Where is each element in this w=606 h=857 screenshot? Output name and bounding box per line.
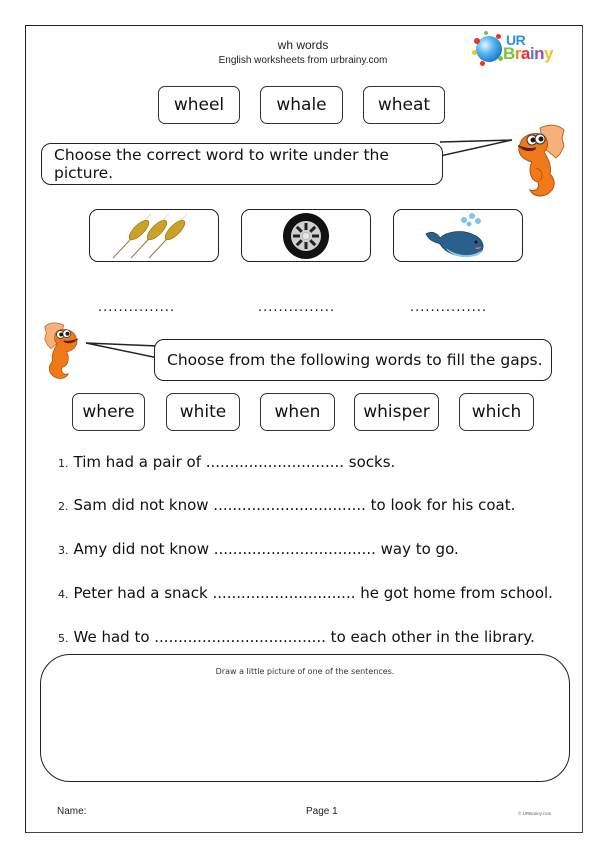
name-label: Name: [57, 806, 87, 817]
logo-ur-text: UR [506, 32, 526, 48]
picture-box-3 [393, 209, 523, 262]
word-card-which: which [459, 393, 534, 431]
instruction-bubble-2 [154, 339, 552, 381]
fish-mascot-icon [510, 122, 566, 200]
sentence-text: Peter had a snack .............................. he got home from school. [73, 584, 553, 602]
sentence-number: 2. [58, 500, 69, 513]
drawing-area-label: Draw a little picture of one of the sentences. [215, 667, 395, 676]
word-card-whale: whale [260, 86, 343, 124]
drawing-area[interactable] [40, 654, 570, 782]
instruction-text-1: Choose the correct word to write under the picture. [54, 146, 389, 182]
sentence-number: 5. [58, 632, 69, 645]
sentence-number: 4. [58, 588, 69, 601]
sentence-text: Tim had a pair of ............................. socks. [73, 453, 396, 471]
sentence-4[interactable] [58, 584, 553, 602]
instruction-bubble-1 [41, 143, 443, 185]
page-number: Page 1 [306, 806, 338, 817]
sentence-text: Amy did not know .................................. way to go. [73, 540, 459, 558]
word-card-wheat: wheat [363, 86, 445, 124]
sentence-number: 3. [58, 544, 69, 557]
speech-bubble-tail [440, 138, 520, 168]
sentence-3[interactable] [58, 540, 459, 558]
whale-icon [422, 212, 494, 260]
sentence-5[interactable] [58, 628, 535, 646]
word-card-where: where [72, 393, 145, 431]
urbrainy-logo [470, 30, 562, 74]
word-card-white: white [166, 393, 240, 431]
worksheet-title: wh words [277, 38, 329, 52]
answer-blank-1[interactable]: ............... [98, 300, 175, 315]
picture-box-1 [89, 209, 219, 262]
sentence-2[interactable] [58, 496, 515, 514]
wheat-icon [109, 212, 199, 260]
answer-blank-3[interactable]: ............... [410, 300, 487, 315]
speech-bubble-tail [84, 338, 164, 368]
word-card-wheel: wheel [158, 86, 240, 124]
worksheet-subtitle: English worksheets from urbrainy.com [218, 55, 388, 66]
instruction-text-2: Choose from the following words to fill the gaps. [167, 351, 543, 369]
sentence-number: 1. [58, 457, 69, 470]
logo-brainy-text: Brainy [503, 44, 553, 63]
fish-mascot-icon [40, 320, 84, 382]
wheel-icon [282, 212, 330, 260]
sentence-1[interactable] [58, 453, 395, 471]
answer-blank-2[interactable]: ............... [258, 300, 335, 315]
sentence-text: We had to .................................... to each other in the library. [73, 628, 535, 646]
sentence-text: Sam did not know ................................ to look for his coat. [73, 496, 516, 514]
word-card-when: when [260, 393, 335, 431]
picture-box-2 [241, 209, 371, 262]
word-card-whisper: whisper [354, 393, 439, 431]
copyright-text: © URBrainy.com [518, 811, 552, 816]
